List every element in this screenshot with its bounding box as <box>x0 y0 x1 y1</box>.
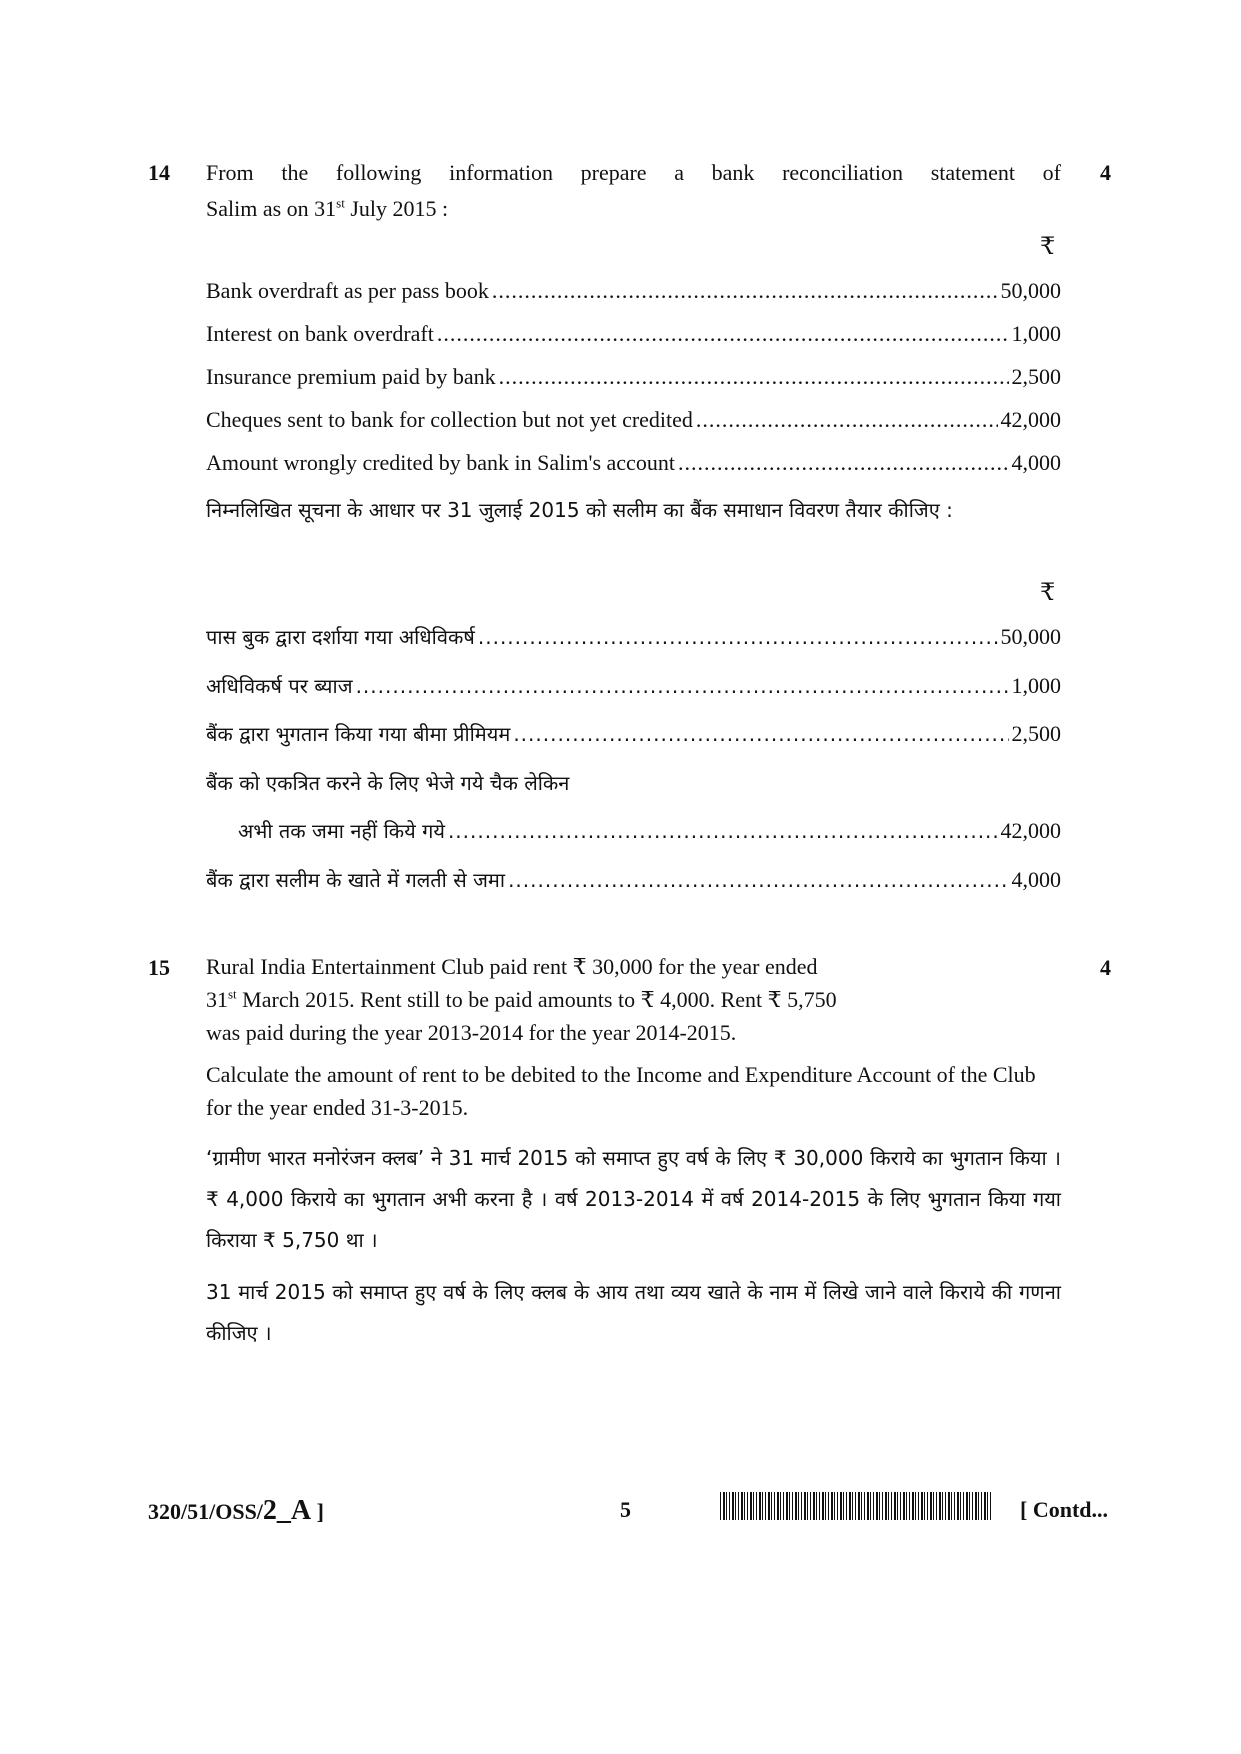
question-14-hindi-text: निम्नलिखित सूचना के आधार पर 31 जुलाई 2015 को सलीम का बैंक समाधान विवरण तैयार कीजिए : <box>206 498 953 522</box>
q14-hindi-item-row: अधिविकर्ष पर ब्याज ..... 1,000 <box>206 669 1061 703</box>
q14-item-row: Insurance premium paid by bank ..... 2,500 <box>206 360 1061 394</box>
question-15-hindi-para2: 31 मार्च 2015 को समाप्त हुए वर्ष के लिए क्लब के आय तथा व्यय खाते के नाम में लिखे जाने वाले किराये की गणना कीजिए । <box>206 1280 1061 1345</box>
question-15-text <box>206 950 1006 1049</box>
q14-item-row: Bank overdraft as per pass book ..... 50,000 <box>206 274 1061 308</box>
question-15-marks: 4 <box>1100 955 1111 980</box>
question-14-line1: From the following information prepare a bank reconciliation statement of <box>206 160 1061 185</box>
question-15-hindi-para1: ‘ग्रामीण भारत मनोरंजन क्लब’ ने 31 मार्च 2015 को समाप्त हुए वर्ष के लिए ₹ 30,000 किराये का भुगतान किया । ₹ 4,000 किराये का भुगतान अभी करना है । वर्ष 2013-2014 में वर्ष 2014-2015 के लिए भुगतान किया गया किराया ₹ 5,750 था । <box>206 1146 1061 1252</box>
question-15-line2: 31st March 2015. Rent still to be paid amounts to ₹ 4,000. Rent ₹ 5,750 <box>206 986 837 1012</box>
question-14-line2: Salim as on 31st July 2015 : <box>206 195 449 221</box>
q14-item-row: Amount wrongly credited by bank in Salim's account ..... 4,000 <box>206 446 1061 480</box>
q14-item-row: Cheques sent to bank for collection but not yet credited ..... 42,000 <box>206 403 1061 437</box>
question-15-line3: was paid during the year 2013-2014 for the year 2014-2015. <box>206 1020 737 1045</box>
barcode <box>720 1492 992 1520</box>
q14-hindi-item-row: अभी तक जमा नहीं किये गये ..... 42,000 <box>238 814 1061 848</box>
page-number: 5 <box>620 1497 631 1522</box>
q14-hindi-item-row: पास बुक द्वारा दर्शाया गया अधिविकर्ष ..... 50,000 <box>206 620 1061 654</box>
question-15-calc: Calculate the amount of rent to be debited to the Income and Expenditure Account of the Club for the year ended 31-3-2015. <box>206 1062 1036 1120</box>
q14-hindi-item-row: बैंक द्वारा सलीम के खाते में गलती से जमा ..... 4,000 <box>206 863 1061 897</box>
continued-label: [ Contd... <box>1020 1497 1109 1522</box>
hindi-currency-symbol: ₹ <box>1040 580 1056 606</box>
paper-code: 320/51/OSS/2_A ] <box>148 1495 324 1526</box>
question-14-number: 14 <box>148 160 170 185</box>
question-15-number: 15 <box>148 955 170 980</box>
question-14-marks: 4 <box>1100 160 1111 185</box>
currency-symbol: ₹ <box>1040 234 1056 260</box>
q14-item-row: Interest on bank overdraft ..... 1,000 <box>206 317 1061 351</box>
q14-hindi-item-row: बैंक द्वारा भुगतान किया गया बीमा प्रीमियम ..... 2,500 <box>206 717 1061 751</box>
question-15-line1: Rural India Entertainment Club paid rent ₹ 30,000 for the year ended <box>206 954 818 979</box>
q14-hindi-item4-line1: बैंक को एकत्रित करने के लिए भेजे गये चैक लेकिन <box>206 771 570 795</box>
question-14-text <box>206 155 1061 227</box>
